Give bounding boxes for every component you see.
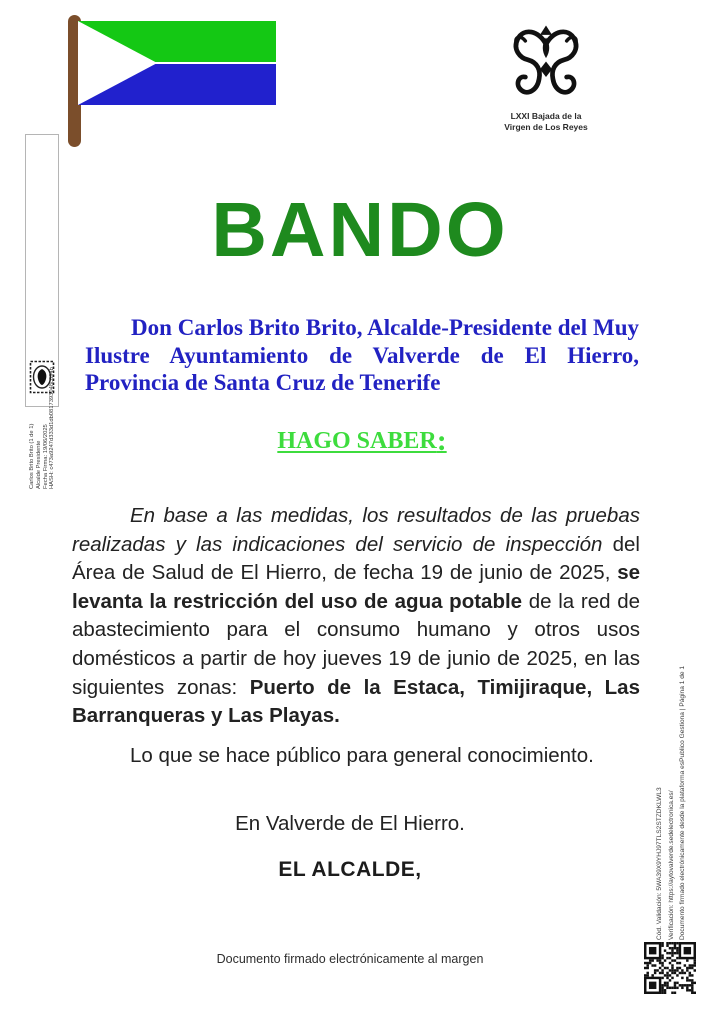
bajada-virgen-logo bbox=[498, 22, 594, 133]
qr-code bbox=[644, 942, 696, 994]
signer-role: Alcalde Presidente bbox=[35, 440, 42, 489]
paragraph1-regular-segment-2: de la red de abastecimiento para el consumo humano y otros usos domésticos a partir de hoy jueves 19 de junio de 2025, en las siguientes zonas: bbox=[72, 589, 640, 699]
signature-title-line: EL ALCALDE, bbox=[278, 858, 422, 881]
body-paragraph-2: Lo que se hace público para general conocimiento. bbox=[130, 744, 594, 767]
signature-sidebar bbox=[25, 134, 59, 489]
virgen-monogram-icon bbox=[503, 22, 589, 108]
electronic-signature-note: Documento firmado electrónicamente al margen bbox=[216, 952, 484, 966]
flag-cloth bbox=[78, 21, 276, 105]
validation-code: Cód. Validación: 5WA39X9YHJ97TLS2STZDKLWL3 bbox=[656, 787, 663, 940]
signature-date: Fecha Firma: 19/06/2025 bbox=[42, 424, 49, 489]
signature-hash: HASH: c473a9247d333d1db0817393048c894b bbox=[49, 367, 56, 489]
logo-caption-line2: Virgen de Los Reyes bbox=[504, 122, 588, 132]
hago-saber-label: HAGO SABER bbox=[277, 428, 437, 454]
logo-caption-line1: LXXI Bajada de la bbox=[510, 111, 582, 121]
el-hierro-flag-icon bbox=[68, 13, 280, 149]
mayor-heading: Don Carlos Brito Brito, Alcalde-Presidente del Muy Ilustre Ayuntamiento de Valverde de El Hierro, Provincia de Santa Cruz de Tenerife bbox=[85, 315, 639, 395]
hago-saber-colon: : bbox=[436, 424, 447, 457]
paragraph1-bold-segment-1: se levanta la restricción del uso de agua potable bbox=[72, 561, 640, 613]
validation-metadata bbox=[654, 624, 696, 940]
paragraph1-bold-segment-2: Puerto de la Estaca, Timijiraque, Las Barranqueras y Las Playas. bbox=[72, 675, 640, 728]
signer-name: Carlos Brito Brito (1 de 1) bbox=[29, 423, 35, 489]
place-line: En Valverde de El Hierro. bbox=[235, 812, 465, 835]
document-title: BANDO bbox=[211, 187, 509, 273]
platform-note: Documento firmado electrónicamente desde la plataforma esPublico Gestiona | Página 1 de 1 bbox=[679, 665, 686, 940]
seal-stamp-icon bbox=[29, 360, 55, 394]
paragraph1-regular-segment-1: del Área de Salud de El Hierro, de fecha 19 de junio de 2025, bbox=[72, 532, 640, 585]
verification-url: Verificación: https://aytovalverde.sedelectronica.es/ bbox=[667, 790, 675, 940]
body-paragraph-1 bbox=[72, 502, 640, 731]
paragraph1-italic-segment: En base a las medidas, los resultados de las pruebas realizadas y las indicaciones del servicio de inspección bbox=[72, 504, 640, 556]
